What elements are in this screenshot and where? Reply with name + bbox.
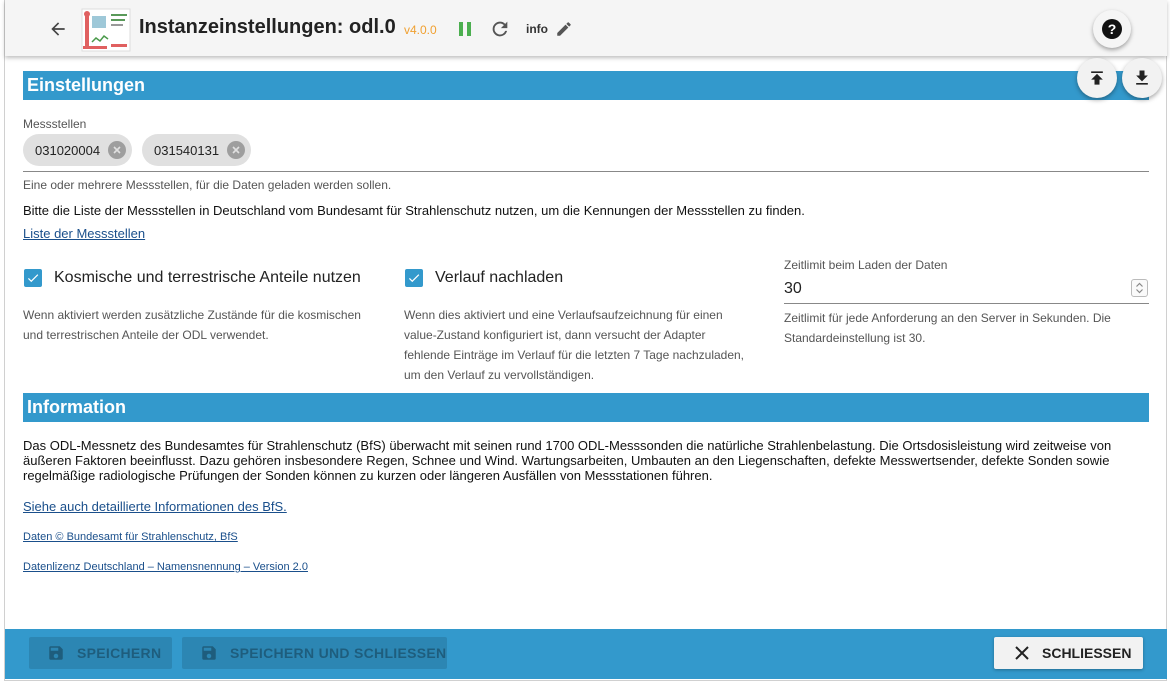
remove-chip-button[interactable]: [108, 141, 126, 159]
check-icon: [26, 271, 40, 285]
close-icon: [231, 145, 241, 155]
remove-chip-button[interactable]: [227, 141, 245, 159]
pencil-icon: [555, 20, 573, 38]
header-bar: [5, 0, 1167, 56]
info-paragraph-line: Das ODL-Messnetz des Bundesamtes für Strahlenschutz (BfS) überwacht mit seinen rund 1700 ODL-Messsonden die natürliche Strahlenbelastung. Die Ortsdosisleistung wird zeitweise von: [23, 438, 1112, 453]
save-button-label: SPEICHERN: [77, 645, 162, 661]
history-helper-line: Wenn dies aktiviert und eine Verlaufsaufzeichnung für einen: [404, 308, 723, 322]
close-button[interactable]: [994, 637, 1143, 669]
timeout-helper-line: Zeitlimit für jede Anforderung an den Server in Sekunden. Die: [784, 311, 1111, 325]
license-link[interactable]: Datenlizenz Deutschland – Namensnennung – Version 2.0: [23, 561, 308, 573]
page-title: Instanzeinstellungen: odl.0: [139, 16, 396, 38]
history-label: Verlauf nachladen: [435, 269, 564, 286]
close-icon: [112, 145, 122, 155]
check-icon: [407, 271, 421, 285]
reload-button[interactable]: [488, 17, 512, 41]
floppy-disk-icon: [47, 644, 65, 662]
upload-settings-button[interactable]: [1077, 58, 1117, 98]
timeout-spinner[interactable]: [1131, 279, 1148, 297]
cosmic-helper-line: Wenn aktiviert werden zusätzliche Zustände für die kosmischen: [23, 308, 361, 322]
edit-info-button[interactable]: [553, 18, 575, 40]
cosmic-checkbox[interactable]: [24, 269, 42, 287]
history-helper-line: um den Verlauf zu vervollständigen.: [404, 368, 595, 382]
pause-button[interactable]: [455, 18, 475, 40]
section-settings-header: Einstellungen: [23, 71, 1149, 100]
timeout-helper-line: Standardeinstellung ist 30.: [784, 331, 926, 345]
station-chip[interactable]: [142, 134, 251, 166]
cosmic-label: Kosmische und terrestrische Anteile nutzen: [54, 269, 361, 286]
footer-bar: [5, 629, 1167, 679]
stations-label: Messstellen: [23, 117, 87, 131]
adapter-logo: [81, 8, 131, 52]
arrow-left-icon: [48, 19, 68, 39]
pause-icon: [458, 21, 472, 37]
cosmic-helper-line: und terrestrischen Anteile der ODL verwendet.: [23, 328, 269, 342]
help-icon: [1100, 17, 1124, 41]
help-button[interactable]: [1093, 10, 1131, 48]
info-paragraph-line: äußeren Faktoren beeinflusst. Dazu gehören insbesondere Regen, Schnee und Wind. Wartungsarbeiten, Umbauten an den Liegenschaften, defekte Messwertsender, defekte Sonden sowie: [23, 453, 1110, 468]
station-chip-label: 031020004: [35, 142, 101, 158]
upload-icon: [1087, 68, 1107, 88]
download-settings-button[interactable]: [1122, 58, 1162, 98]
timeout-input[interactable]: 30: [784, 276, 1149, 304]
details-link[interactable]: Siehe auch detaillierte Informationen des BfS.: [23, 499, 287, 514]
info-label: info: [526, 22, 548, 36]
history-checkbox[interactable]: [405, 269, 423, 287]
station-chip-label: 031540131: [154, 142, 220, 158]
stations-list-link[interactable]: Liste der Messstellen: [23, 226, 146, 241]
timeout-label: Zeitlimit beim Laden der Daten: [784, 258, 948, 272]
version-badge: v4.0.0: [404, 23, 437, 37]
history-helper-line: fehlende Einträge im Verlauf für die letzten 7 Tage nachzuladen,: [404, 348, 745, 362]
stations-helper-text: Eine oder mehrere Messstellen, für die Daten geladen werden sollen.: [23, 178, 392, 192]
history-helper-line: value-Zustand konfiguriert ist, dann versucht der Adapter: [404, 328, 706, 342]
station-chip[interactable]: [23, 134, 132, 166]
stations-input-underline: [23, 171, 1149, 172]
floppy-disk-icon: [200, 644, 218, 662]
spinner-arrows-icon: [1135, 281, 1144, 295]
svg-text:?: ?: [1107, 21, 1117, 37]
reload-icon: [489, 18, 511, 40]
section-information-header: Information: [23, 393, 1149, 422]
stations-hint: Bitte die Liste der Messstellen in Deutschland vom Bundesamt für Strahlenschutz nutzen, um die Kennungen der Messstellen zu finden.: [23, 203, 805, 218]
close-button-label: SCHLIESSEN: [1042, 645, 1132, 661]
back-button[interactable]: [41, 12, 75, 46]
save-and-close-button[interactable]: [182, 637, 447, 669]
save-button[interactable]: [29, 637, 172, 669]
download-icon: [1132, 68, 1152, 88]
save-and-close-button-label: SPEICHERN UND SCHLIESSEN: [230, 645, 447, 661]
info-paragraph-line: regelmäßige radiologische Prüfungen der Sonden können zu kurzen oder längeren Ausfällen von Messstationen führen.: [23, 468, 713, 483]
close-icon: [1014, 645, 1030, 661]
data-source-link[interactable]: Daten © Bundesamt für Strahlenschutz, BfS: [23, 531, 238, 543]
